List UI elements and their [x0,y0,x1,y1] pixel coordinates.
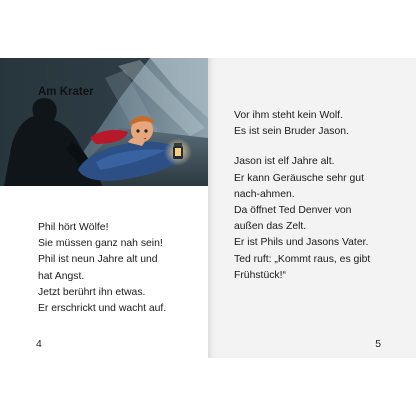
text-line: hat Angst. [38,270,85,282]
text-line: Sie müssen ganz nah sein! [38,238,163,250]
right-page [208,58,416,358]
page-number-left: 4 [36,339,42,350]
text-line: Er kann Geräusche sehr gut [234,172,364,184]
chapter-title: Am Krater [38,86,94,98]
page-number-right: 5 [375,339,381,350]
text-line: Jetzt berührt ihn etwas. [38,286,146,298]
text-line: außen das Zelt. [234,221,307,233]
text-line: Frühstück!“ [234,269,286,281]
text-line: Phil hört Wölfe! [38,222,109,233]
text-line: Er ist Phils und Jasons Vater. [234,237,369,249]
text-line: Jason ist elf Jahre alt. [234,156,335,168]
tent-illustration [0,58,208,186]
book-spread [0,58,416,358]
left-page [0,58,208,358]
text-line: Er erschrickt und wacht auf. [38,303,167,315]
right-page-text [234,108,370,284]
tent-scene-image [0,58,208,186]
text-line: Vor ihm steht kein Wolf. [234,110,343,121]
text-line: Es ist sein Bruder Jason. [234,126,349,138]
text-line: Phil ist neun Jahre alt und [38,254,158,266]
text-line: Ted ruft: „Kommt raus, es gibt [234,253,371,265]
text-line: nach-ahmen. [234,188,295,200]
paragraph-gap [234,140,370,154]
text-line: Da öffnet Ted Denver von [234,205,352,217]
left-page-text [38,220,166,317]
